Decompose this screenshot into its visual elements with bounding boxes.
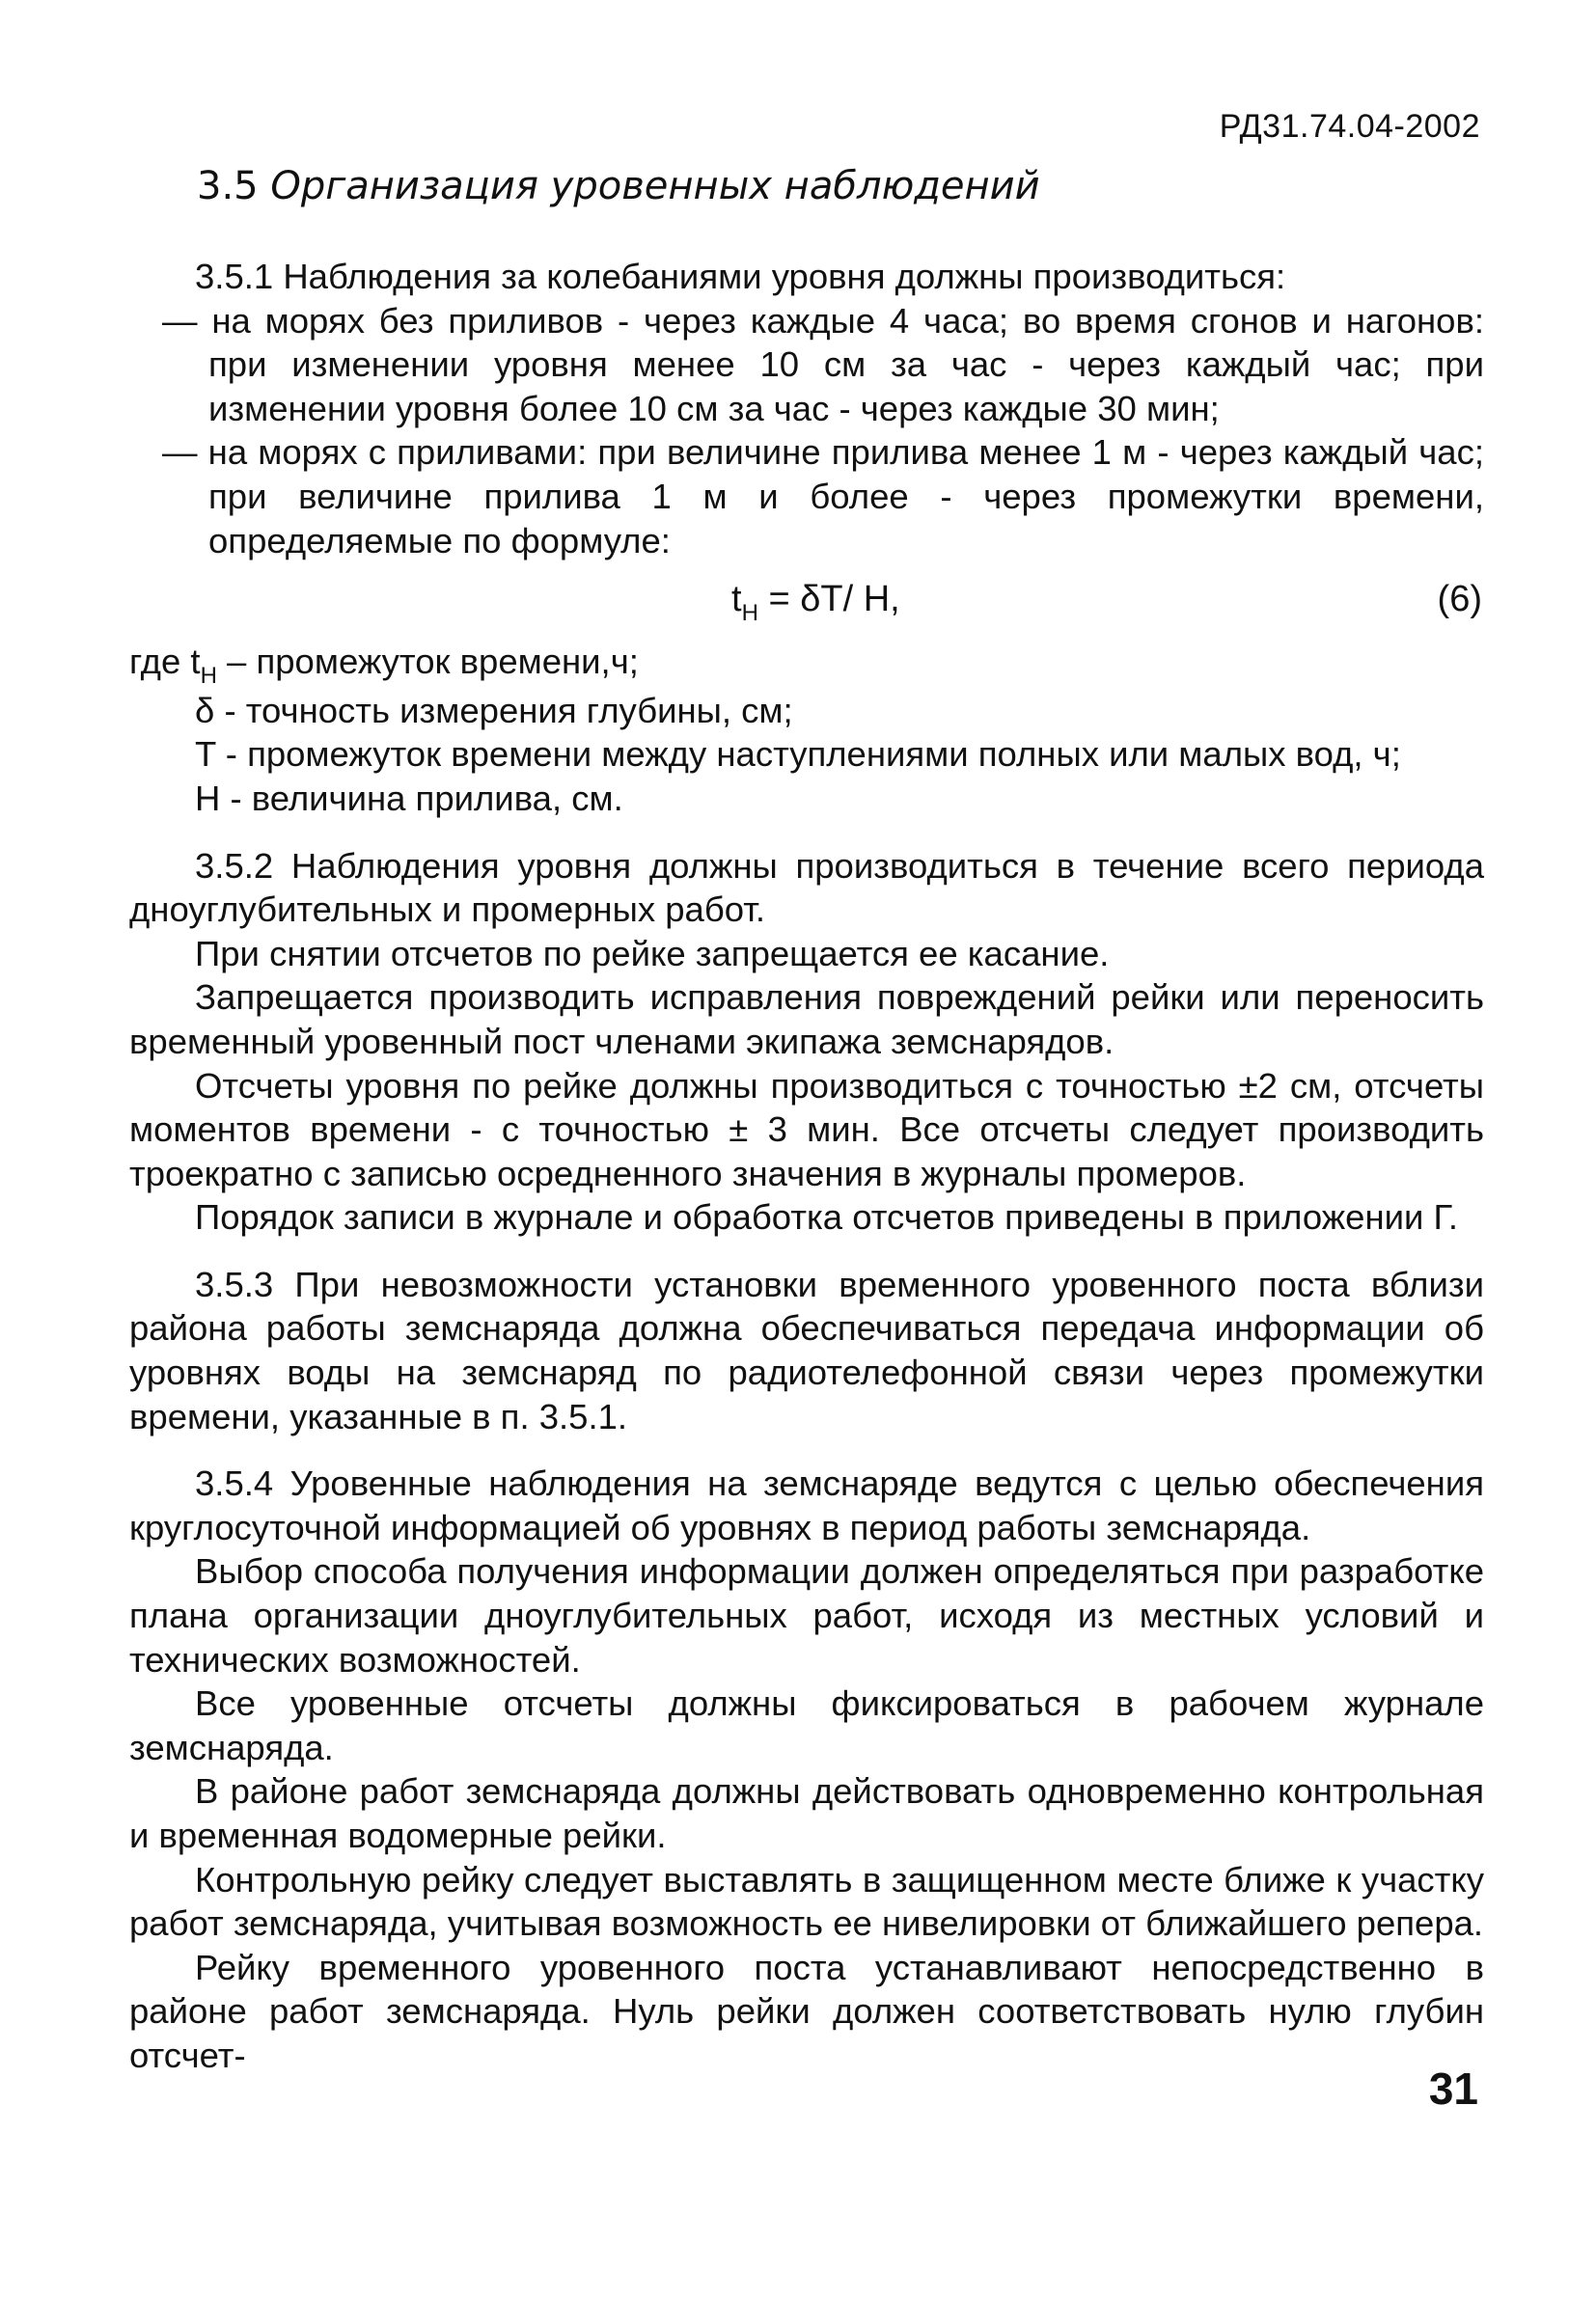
paragraph-rails: В районе работ земснаряда должны действовать одновременно контрольная и временная водомерные рейки. xyxy=(129,1771,1484,1855)
formula-lhs: t xyxy=(731,579,742,620)
page-number: 31 xyxy=(1428,2064,1478,2114)
section-title: Организация уровенных наблюдений xyxy=(270,164,1040,208)
paragraph-method: Выбор способа получения информации должен определяться при разработке плана организации дноуглубительных работ, исходя из местных условий и технических возможностей. xyxy=(129,1551,1484,1680)
paragraph-control: Контрольную рейку следует выставлять в защищенном месте ближе к участку работ земснаряда, учитывая возможность ее нивелировки от ближайшего репера. xyxy=(129,1859,1484,1944)
list-item-tides: — на морях с приливами: при величине прилива менее 1 м - через каждый час; при величине прилива 1 м и более - через промежутки времени, определяемые по формуле: xyxy=(162,432,1484,560)
section-number: 3.5 xyxy=(197,164,259,208)
paragraph-accuracy: Отсчеты уровня по рейке должны производиться с точностью ±2 см, отсчеты моментов времени - с точностью ± 3 мин. Все отсчеты следует производить троекратно с записью осредненного значения в журналы промеров. xyxy=(129,1065,1484,1193)
paragraph-forbid: Запрещается производить исправления повреждений рейки или переносить временный уровенный пост членами экипажа земснарядов. xyxy=(129,977,1484,1061)
paragraph-journal: Все уровенные отсчеты должны фиксироваться в рабочем журнале земснаряда. xyxy=(129,1683,1484,1767)
legend-item-h: H - величина прилива, см. xyxy=(195,778,623,818)
paragraph-temp: Рейку временного уровенного поста устанавливают непосредственно в районе работ земснаряда. Нуль рейки должен соответствовать нулю глубин отсчет- xyxy=(129,1947,1484,2075)
formula-expression xyxy=(731,578,900,626)
legend-lead-text: где t xyxy=(129,642,201,682)
list-item-no-tides: — на морях без приливов - через каждые 4 часа; во время сгонов и нагонов: при изменении уровня менее 10 см за час - через каждый час; при изменении уровня более 10 см за час - через каждые 30 мин; xyxy=(162,300,1484,428)
legend-lead xyxy=(129,640,1484,689)
paragraph-3-5-4: 3.5.4 Уровенные наблюдения на земснаряде ведутся с целью обеспечения круглосуточной информацией об уровнях в период работы земснаряда. xyxy=(129,1463,1484,1547)
document-body xyxy=(129,255,1484,2078)
legend-item-delta: δ - точность измерения глубины, см; xyxy=(195,690,793,730)
document-code: РД31.74.04-2002 xyxy=(1219,108,1480,145)
formula-number: (6) xyxy=(1437,579,1482,620)
section-heading xyxy=(197,164,1040,208)
formula-lhs-subscript: H xyxy=(741,600,758,627)
legend-item-t: T - промежуток времени между наступлениями полных или малых вод, ч; xyxy=(195,734,1401,775)
legend-lead-subscript: H xyxy=(200,663,217,690)
paragraph-3-5-1: 3.5.1 Наблюдения за колебаниями уровня должны производиться: xyxy=(195,257,1286,296)
legend-lead-rest: – промежуток времени,ч; xyxy=(216,642,639,682)
formula-rhs: = δT/ H, xyxy=(757,579,900,620)
paragraph-touch: При снятии отсчетов по рейке запрещается ее касание. xyxy=(195,933,1110,973)
paragraph-order: Порядок записи в журнале и обработка отсчетов приведены в приложении Г. xyxy=(195,1197,1458,1238)
formula-legend xyxy=(129,640,1484,820)
paragraph-3-5-2: 3.5.2 Наблюдения уровня должны производиться в течение всего периода дноуглубительных и промерных работ. xyxy=(129,845,1484,930)
formula-6 xyxy=(129,574,1484,630)
paragraph-3-5-3: 3.5.3 При невозможности установки временного уровенного поста вблизи района работы земснаряда должна обеспечиваться передача информации об уровнях воды на земснаряд по радиотелефонной связи через промежутки времени, указанные в п. 3.5.1. xyxy=(129,1264,1484,1436)
